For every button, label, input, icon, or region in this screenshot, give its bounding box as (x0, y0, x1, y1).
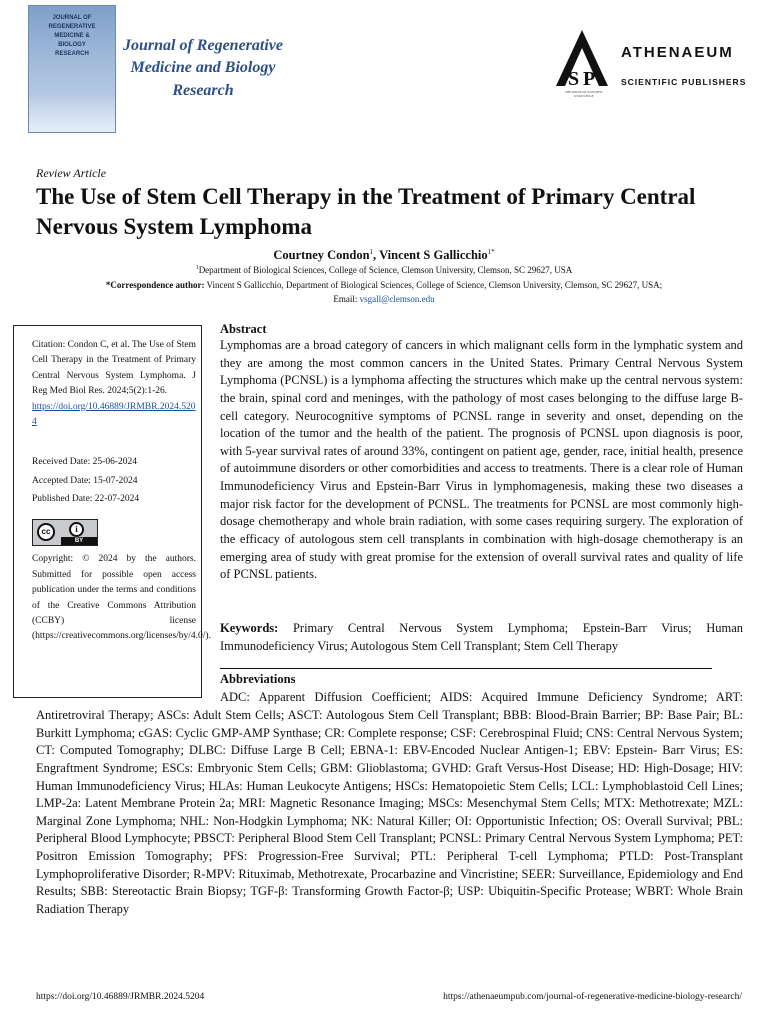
doi-link[interactable]: https://doi.org/10.46889/JRMBR.2024.5204 (32, 401, 196, 427)
logo-letter-s: S (568, 68, 580, 90)
article-type: Review Article (36, 166, 107, 180)
keywords-text: Primary Central Nervous System Lymphoma; Epstein-Barr Virus; Human Immunodeficiency Virus; Autologous Stem Cell Transplant; Stem Cell Therapy (220, 621, 743, 653)
abbreviations-text: Antiretroviral Therapy; ASCs: Adult Stem Cells; ASCT: Autologous Stem Cell Transplant; BBB: Blood-Brain Barrier; BP: Base Pair; BL: Burkitt Lymphoma; cGAS: Cyclic GMP-AMP Synthase; CR: Complete response; CSF: Cerebrospinal Fluid; CNS: Central Nervous System; CT: Computed Tomography; DLBC: Diffuse Large B Cell; EBNA-1: EBV-Encoded Nuclear Antigen-1; EBV: Epstein- Barr Virus; ES: Engraftment Syndrome; ESCs: Embryonic Stem Cells; GBM: Glioblastoma; GVHD: Graft Versus-Host Disease; HD: High-Dosage; HIV: Human Immunodeficiency Virus; HLAs: Human Leukocyte Antigens; HSCs: Hematopoietic Stem Cells; LCL: Lymphoblastoid Cell Lines; LMP-2a: Latent Membrane Protein 2a; MRI: Magnetic Resonance Imaging; MSCs: Mesenchymal Stem Cells; MTX: Methotrexate; MZL: Marginal Zone Lymphoma; NHL: Non-Hodgkin Lymphoma; NK: Natural Killer; OI: Opportunistic Infection; OS: Overall Survival; PBL: Peripheral Blood Lymphocyte; PBSCT: Peripheral Blood Stem Cell Transplant; PCNSL: Primary Central Nervous System Lymphoma; PET: Positron Emission Tomography; PFS: Progression-Free Survival; PTL: Peripheral T-cell Lymphoma; PTLD: Post-Transplant Lymphoproliferative Disorder; R-MPV: Rituximab, Methotrexate, Procarbazine and Vincristine; SEER: Surveillance, Epidemiology and End Results; SBB: Stereotactic Brain Biopsy; TGF-β: Transforming Growth Factor-β; USP: Ubiquitin-Specific Protease; WBRT: Whole Brain Radiation Therapy (36, 708, 743, 916)
cover-title-line: REGENERATIVE (48, 24, 96, 30)
article-title: The Use of Stem Cell Therapy in the Treatment of Primary Central Nervous System Lymphoma (36, 184, 696, 240)
cover-artwork (29, 94, 115, 132)
footer-doi[interactable]: https://doi.org/10.46889/JRMBR.2024.5204 (36, 992, 205, 1002)
journal-cover-thumbnail (28, 5, 116, 133)
footer-journal-url[interactable]: https://athenaeumpub.com/journal-of-regenerative-medicine-biology-research/ (443, 992, 742, 1002)
citation-sidebar (13, 325, 211, 698)
citation-text: Citation: Condon C, et al. The Use of Stem Cell Therapy in the Treatment of Primary Central Nervous System Lymphoma. J Reg Med Biol Res. 2024;5(2):1-26. (32, 340, 196, 397)
author-affiliation-marker: 1 (369, 248, 374, 256)
email-label: Email: (333, 294, 360, 304)
copyright-notice: Copyright: © 2024 by the authors. Submitted for possible open access publication under the terms and conditions of the Creative Commons Attribution (CCBY) license (https://creativecommons.org/licenses/by/4.0/). (32, 554, 211, 642)
affiliation (0, 265, 768, 275)
cover-title-line: JOURNAL OF (52, 15, 92, 21)
cover-title-line: BIOLOGY (58, 42, 86, 48)
author-list (0, 248, 768, 263)
cover-title (32, 14, 112, 59)
cover-title-line: RESEARCH (55, 51, 89, 57)
section-divider (220, 668, 712, 669)
keywords (220, 620, 743, 655)
publisher-name: ATHENAEUM (621, 44, 734, 61)
author-name[interactable]: Courtney Condon (273, 248, 370, 263)
logo-letter-p: P (583, 68, 596, 90)
email-link[interactable]: vsgall@clemson.edu (359, 294, 435, 304)
publication-dates (32, 455, 196, 507)
by-label: BY (61, 537, 97, 545)
correspondence (0, 280, 768, 290)
journal-name-line: Journal of Regenerative (123, 37, 283, 54)
journal-name (116, 35, 290, 102)
correspondence-text: Vincent S Gallicchio, Department of Biological Sciences, College of Science, Clemson University, Clemson, SC 29627, USA; (204, 280, 663, 290)
published-date: Published Date: 22-07-2024 (32, 494, 140, 504)
correspondence-label: *Correspondence author: (105, 280, 205, 290)
journal-name-line: Research (172, 81, 234, 99)
affiliation-marker: 1 (195, 265, 199, 271)
abbreviations-first-line: ADC: Apparent Diffusion Coefficient; AIDS: Acquired Immune Deficiency Syndrome; ART: (220, 690, 743, 704)
attribution-icon: i (69, 522, 84, 537)
author-affiliation-marker: 1* (487, 248, 495, 256)
cover-title-line: MEDICINE & (54, 33, 90, 39)
cc-by-license-icon[interactable] (32, 519, 98, 546)
affiliation-text: Department of Biological Sciences, College of Science, Clemson University, Clemson, SC 29627, USA (198, 265, 573, 275)
keywords-label: Keywords: (220, 621, 279, 635)
cc-icon: cc (37, 523, 55, 541)
email-line (0, 294, 768, 304)
abstract-heading: Abstract (220, 322, 267, 336)
abstract-text: Lymphomas are a broad category of cancers in which malignant cells form in the lymphatic system and they are among the most common cancers in the United States. Primary Central Nervous System Lymphoma (PCNSL) is a lymphoma affecting the structures which make up the central nervous system: the brain, spinal cord and meninges, with the pathology of most cases belonging to the diffuse large B-cell category. Neurocognitive symptoms of PCNSL range in severity and onset, depending on the location of the tumor and the health of the patient. The prognosis of PCNSL upon diagnosis is poor, with 5-year survival rates of around 33%, contingent on patient age, gender, race, initial health, presence of autoimmune disorders or other comorbidities and access to treatments. There is a clear role of Human Immunodeficiency Virus and Epstein-Barr Virus in lymphomagenesis, making these two diseases a major risk factor for the development of PCNSL. The treatments for PCNSL are most commonly high-dosage chemotherapy and whole brain radiation, with some cases requiring surgery. The exploration of the efficacy of autologous stem cell transplants in combination with high-dosage chemotherapy is an emerging area of study with great promise for the extension of overall survival rates and quality of life of PCNSL patients. (220, 338, 743, 582)
journal-name-line: Medicine and Biology (130, 59, 276, 77)
accepted-date: Accepted Date: 15-07-2024 (32, 475, 138, 486)
publisher-subtitle: SCIENTIFIC PUBLISHERS (621, 77, 747, 87)
author-name[interactable]: Vincent S Gallicchio (379, 248, 488, 263)
publisher-logo-icon (552, 28, 612, 92)
abbreviations-heading: Abbreviations (220, 672, 296, 686)
received-date: Received Date: 25-06-2024 (32, 457, 137, 468)
publisher-tagline: THE HOUSE OF SCIENTIFIC KNOWLEDGE (564, 90, 604, 98)
author-separator: , (373, 248, 380, 263)
